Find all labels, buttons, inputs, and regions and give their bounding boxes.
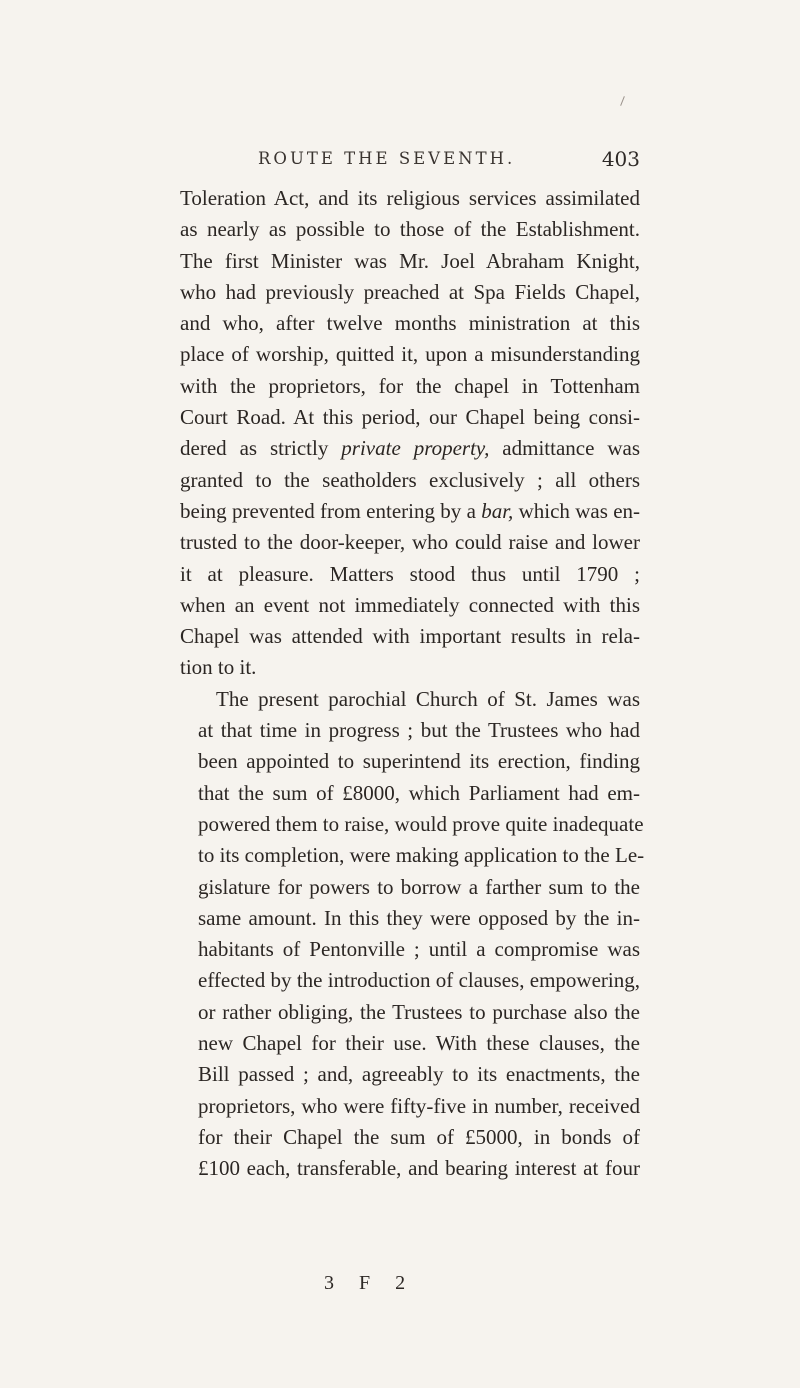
- text-line: trusted to the door-keeper, who could raise and lower: [180, 530, 640, 555]
- text-segment: admittance was: [489, 436, 641, 461]
- body-text: [180, 183, 645, 1185]
- text-line: [180, 433, 640, 464]
- text-line: The present parochial Church of St. James was: [216, 686, 640, 711]
- text-line: with the proprietors, for the chapel in Tottenham: [180, 373, 640, 398]
- stray-ink-mark: [620, 96, 625, 106]
- text-line: when an event not immediately connected with this: [180, 592, 640, 617]
- page-header: [180, 147, 640, 177]
- text-line: been appointed to superintend its erection, finding: [198, 749, 640, 774]
- paragraph-2: [180, 684, 645, 1185]
- text-line: to its completion, were making application to the Le-: [198, 843, 645, 868]
- text-line: gislature for powers to borrow a farther sum to the: [198, 874, 640, 899]
- text-line: or rather obliging, the Trustees to purchase also the: [198, 999, 640, 1024]
- text-line: tion to it.: [180, 655, 257, 680]
- running-head: ROUTE THE SEVENTH.: [258, 149, 516, 168]
- text-line: at that time in progress ; but the Trustees who had: [198, 718, 640, 743]
- text-line: granted to the seatholders exclusively ; all others: [180, 467, 640, 492]
- signature-mark: 3 F 2: [324, 1272, 416, 1294]
- text-line: proprietors, who were fifty-five in number, received: [198, 1093, 640, 1118]
- text-line: that the sum of £8000, which Parliament had em-: [198, 780, 640, 805]
- text-line: for their Chapel the sum of £5000, in bonds of: [198, 1124, 640, 1149]
- text-line: place of worship, quitted it, upon a misunderstanding: [180, 342, 640, 367]
- text-line: [180, 496, 640, 527]
- italic-phrase: private property,: [341, 436, 490, 461]
- text-line: who had previously preached at Spa Fields Chapel,: [180, 279, 640, 304]
- italic-phrase: bar,: [481, 498, 514, 523]
- text-segment: dered as strictly: [180, 436, 342, 461]
- text-line: and who, after twelve months ministration at this: [180, 311, 640, 336]
- text-line: same amount. In this they were opposed by the in-: [198, 905, 640, 930]
- text-line: effected by the introduction of clauses, empowering,: [198, 968, 640, 993]
- text-line: habitants of Pentonville ; until a compromise was: [198, 937, 640, 962]
- text-segment: which was en-: [513, 498, 641, 523]
- text-line: new Chapel for their use. With these clauses, the: [198, 1031, 640, 1056]
- paragraph-1: [180, 183, 640, 684]
- text-line: Bill passed ; and, agreeably to its enactments, the: [198, 1062, 640, 1087]
- text-line: Court Road. At this period, our Chapel being consi-: [180, 405, 640, 430]
- text-line: powered them to raise, would prove quite inadequate: [198, 811, 644, 836]
- text-line: it at pleasure. Matters stood thus until 1790 ;: [180, 561, 640, 586]
- text-line: Toleration Act, and its religious services assimilated: [180, 186, 640, 210]
- text-line: Chapel was attended with important results in rela-: [180, 624, 640, 649]
- text-segment: being prevented from entering by a: [180, 498, 482, 523]
- text-line: £100 each, transferable, and bearing interest at four: [198, 1156, 640, 1181]
- text-line: The first Minister was Mr. Joel Abraham Knight,: [180, 248, 640, 273]
- page-number: 403: [601, 147, 640, 171]
- text-line: as nearly as possible to those of the Establishment.: [180, 217, 640, 242]
